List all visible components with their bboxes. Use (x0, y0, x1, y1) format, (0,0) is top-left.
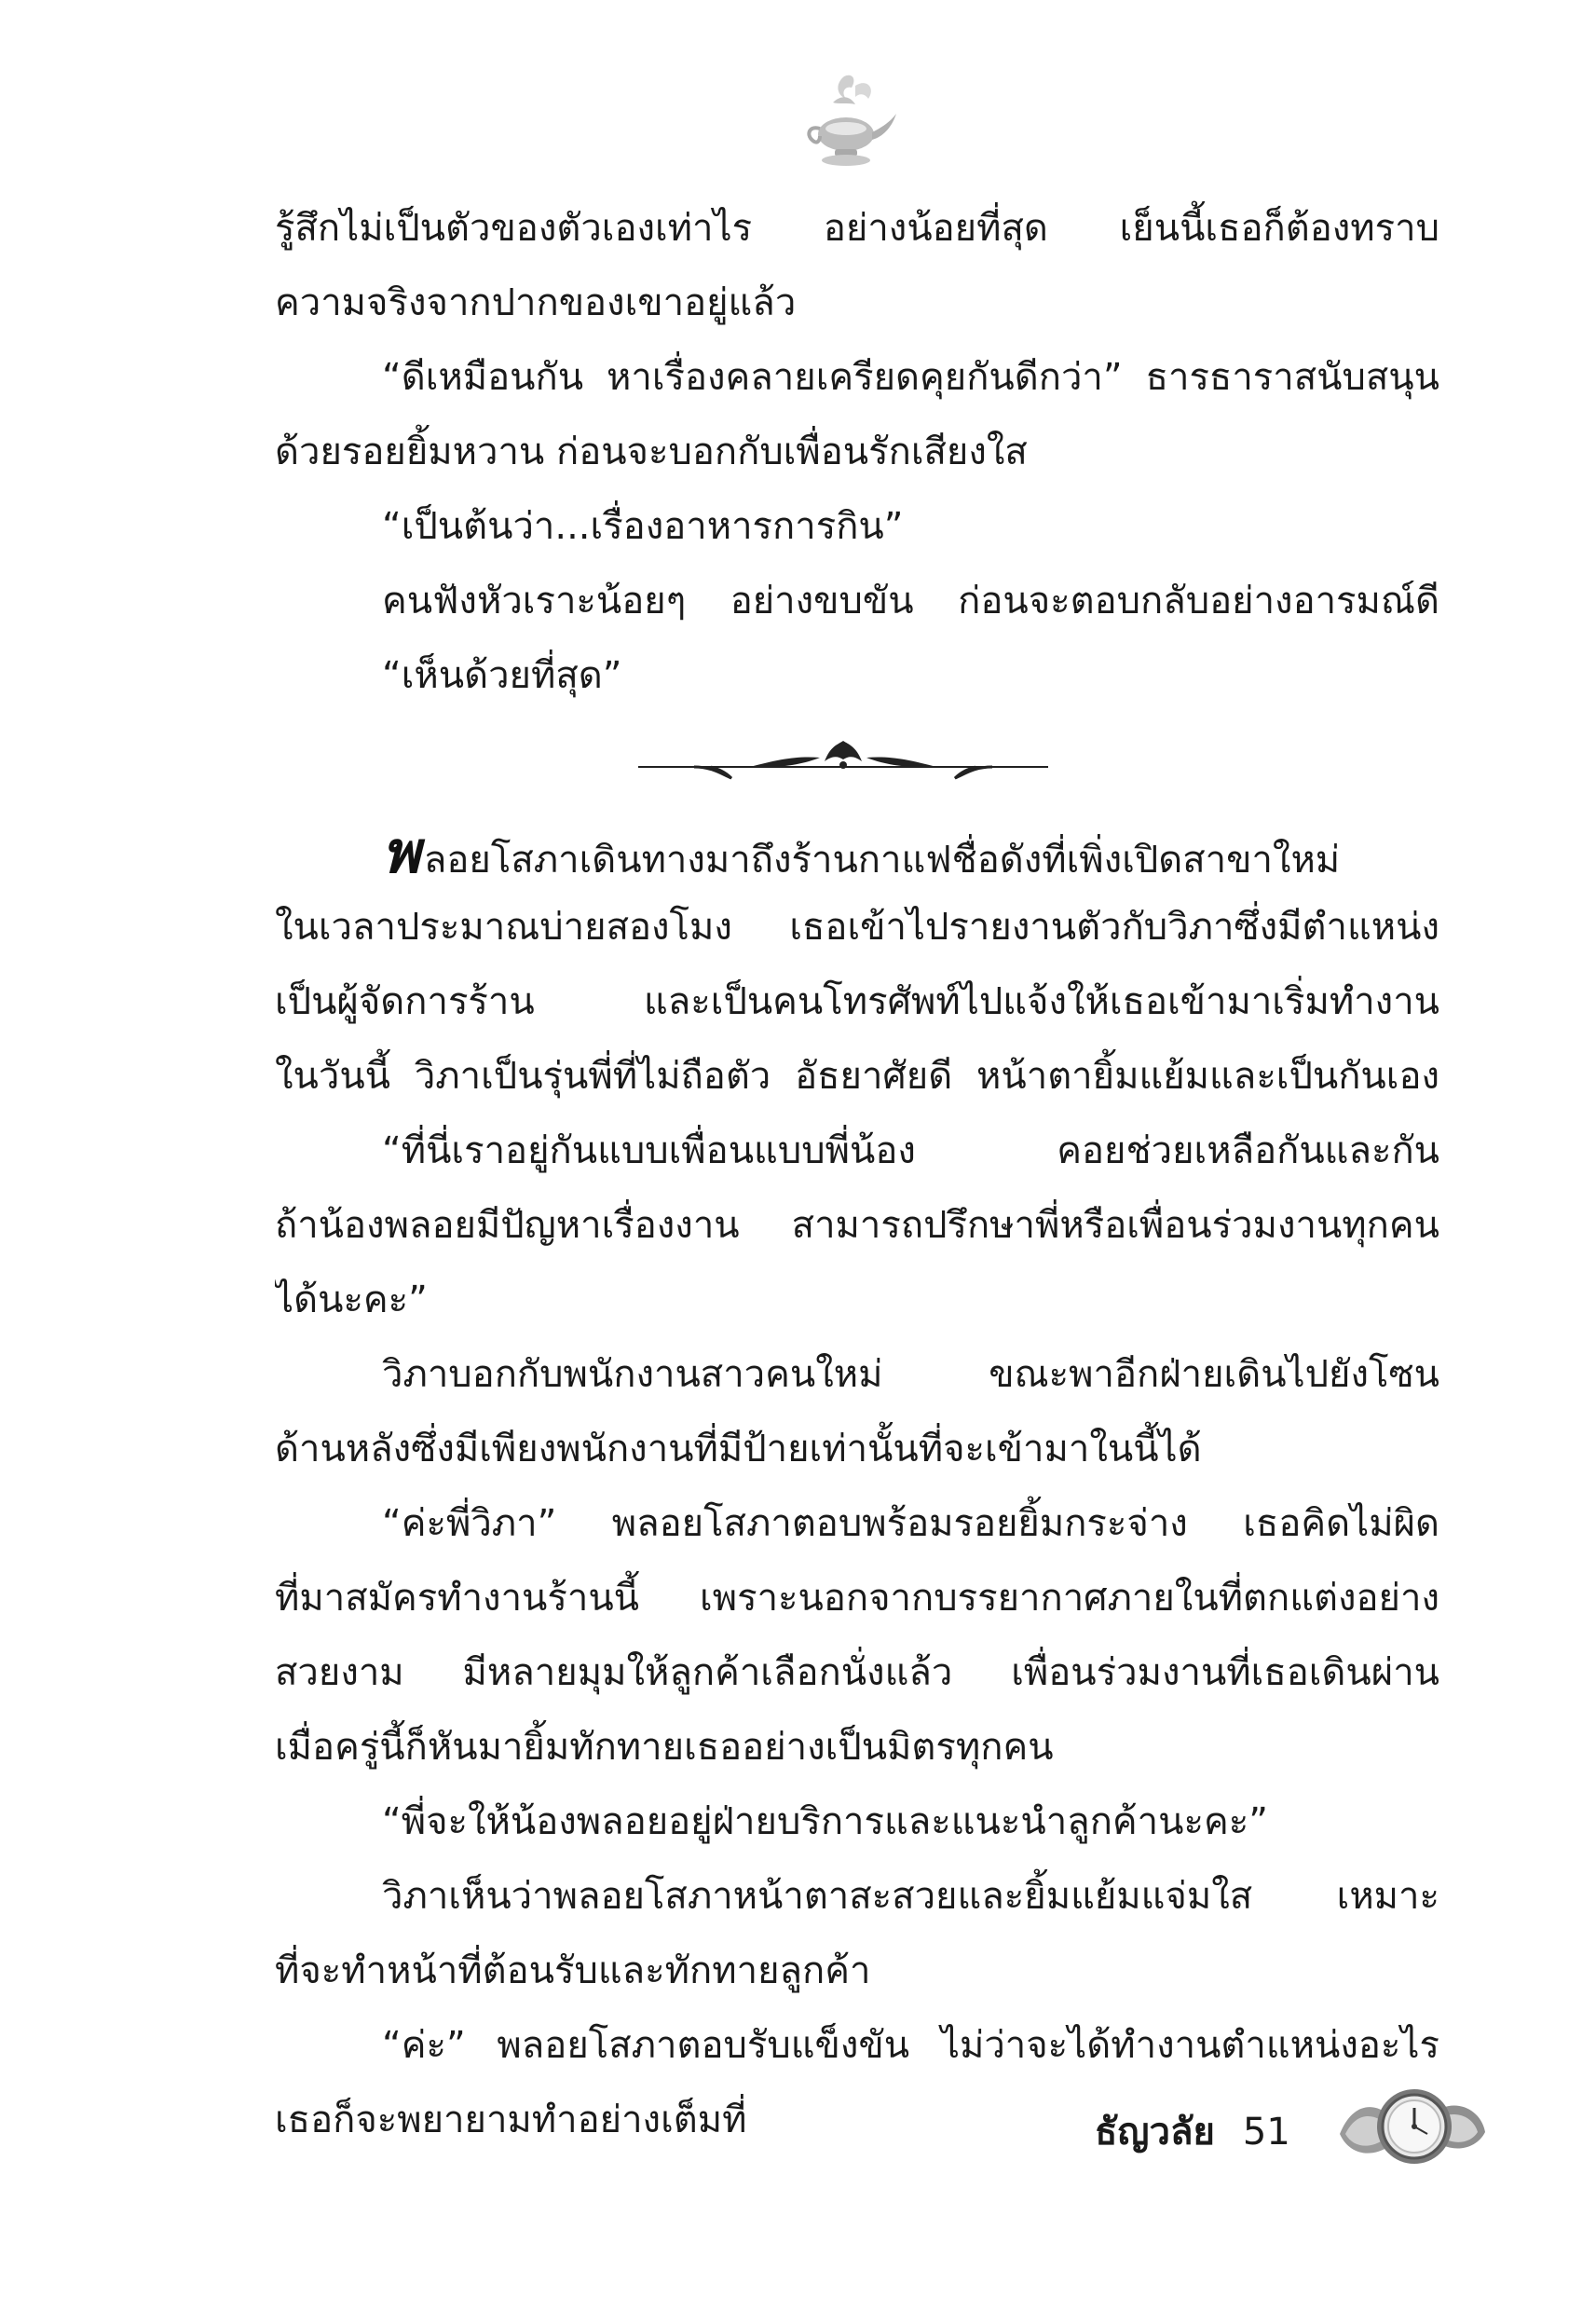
page-footer (1095, 2101, 1290, 2161)
paragraph-text: ลอยโสภาเดินทางมาถึงร้านกาแฟชื่อดังที่เพิ่งเปิดสาขาใหม่ (423, 839, 1341, 882)
flourish-divider-icon (638, 739, 1048, 786)
paragraph-line: เป็นผู้จัดการร้าน และเป็นคนโทรศัพท์ไปแจ้งให้เธอเข้ามาเริ่มทำงาน (275, 980, 1439, 1023)
paragraph-line: ถ้าน้องพลอยมีปัญหาเรื่องงาน สามารถปรึกษาพี่หรือเพื่อนร่วมงานทุกคน (275, 1204, 1439, 1247)
scene-break-ornament (275, 713, 1439, 815)
paragraph-line: ด้านหลังซึ่งมีเพียงพนักงานที่มีป้ายเท่านั้นที่จะเข้ามาในนี้ได้ (275, 1428, 1202, 1470)
body-text (275, 191, 1439, 2157)
paragraph-line: “เห็นด้วยที่สุด” (382, 654, 622, 697)
paragraph-line: ที่มาสมัครทำงานร้านนี้ เพราะนอกจากบรรยากาศภายในที่ตกแต่งอย่าง (275, 1577, 1439, 1620)
drop-cap: พ (382, 818, 420, 886)
paragraph-line-drop-cap (275, 815, 1439, 890)
page-number: 51 (1242, 2111, 1290, 2154)
paragraph-line: “พี่จะให้น้องพลอยอยู่ฝ่ายบริการและแนะนำลูกค้านะคะ” (382, 1800, 1268, 1843)
paragraph-line: “เป็นต้นว่า...เรื่องอาหารการกิน” (382, 505, 904, 548)
author-name: ธัญวลัย (1095, 2111, 1215, 2154)
paragraph-line: รู้สึกไม่เป็นตัวของตัวเองเท่าไร อย่างน้อยที่สุด เย็นนี้เธอก็ต้องทราบ (275, 207, 1439, 250)
paragraph-line: ด้วยรอยยิ้มหวาน ก่อนจะบอกกับเพื่อนรักเสียงใส (275, 431, 1028, 473)
genie-lamp-icon (790, 67, 902, 179)
paragraph-line: “ดีเหมือนกัน หาเรื่องคลายเครียดคุยกันดีกว่า” ธารธาราสนับสนุน (382, 356, 1439, 399)
paragraph-line: ได้นะคะ” (275, 1279, 428, 1321)
paragraph-line: ความจริงจากปากของเขาอยู่แล้ว (275, 281, 797, 324)
paragraph-line: “ที่นี่เราอยู่กันแบบเพื่อนแบบพี่น้อง คอยช่วยเหลือกันและกัน (382, 1129, 1439, 1172)
wristwatch-icon (1332, 2069, 1491, 2181)
paragraph-line: คนฟังหัวเราะน้อยๆ อย่างขบขัน ก่อนจะตอบกลับอย่างอารมณ์ดี (382, 580, 1439, 622)
paragraph-line: ในเวลาประมาณบ่ายสองโมง เธอเข้าไปรายงานตัวกับวิภาซึ่งมีตำแหน่ง (275, 906, 1439, 949)
paragraph-line: ที่จะทำหน้าที่ต้อนรับและทักทายลูกค้า (275, 1949, 871, 1992)
paragraph-line: เธอก็จะพยายามทำอย่างเต็มที่ (275, 2099, 747, 2141)
paragraph-line: สวยงาม มีหลายมุมให้ลูกค้าเลือกนั่งแล้ว เพื่อนร่วมงานที่เธอเดินผ่าน (275, 1651, 1439, 1694)
paragraph-line: เมื่อครู่นี้ก็หันมายิ้มทักทายเธออย่างเป็นมิตรทุกคน (275, 1726, 1054, 1769)
paragraph-line: วิภาเห็นว่าพลอยโสภาหน้าตาสะสวยและยิ้มแย้มแจ่มใส เหมาะ (382, 1875, 1439, 1918)
paragraph-line: “ค่ะ” พลอยโสภาตอบรับแข็งขัน ไม่ว่าจะได้ทำงานตำแหน่งอะไร (382, 2024, 1439, 2067)
paragraph-line: ในวันนี้ วิภาเป็นรุ่นพี่ที่ไม่ถือตัว อัธยาศัยดี หน้าตายิ้มแย้มและเป็นกันเอง (275, 1055, 1439, 1098)
paragraph-line: “ค่ะพี่วิภา” พลอยโสภาตอบพร้อมรอยยิ้มกระจ่าง เธอคิดไม่ผิด (382, 1502, 1439, 1545)
paragraph-line: วิภาบอกกับพนักงานสาวคนใหม่ ขณะพาอีกฝ่ายเดินไปยังโซน (382, 1353, 1439, 1396)
